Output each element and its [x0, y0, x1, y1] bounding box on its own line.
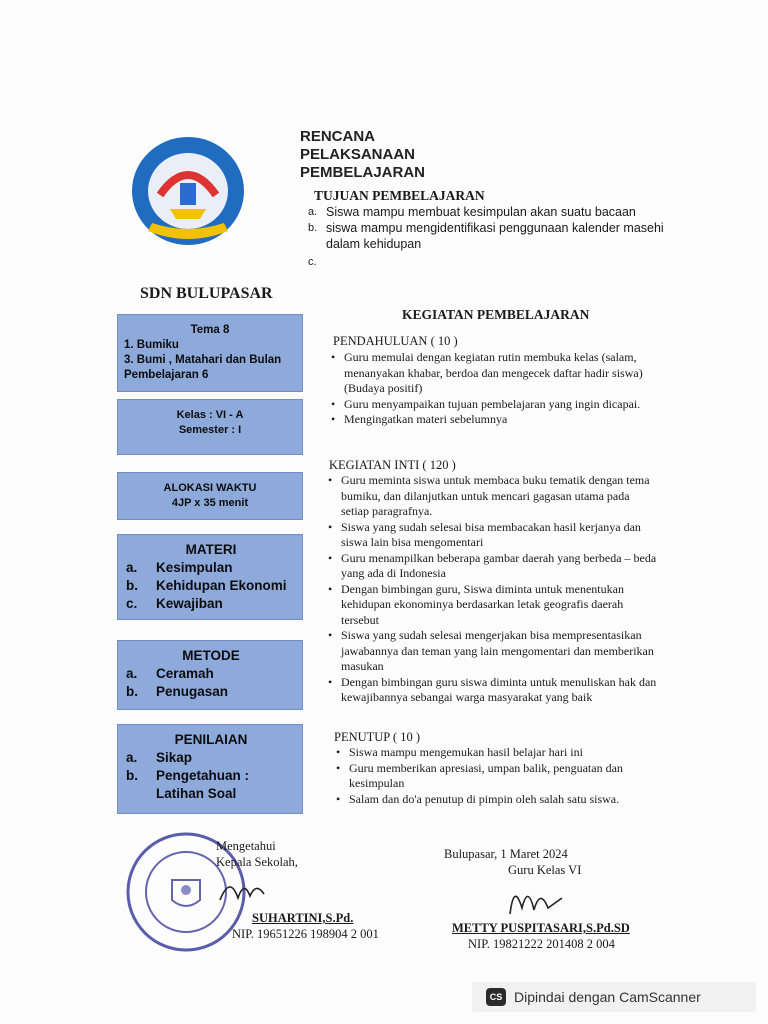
signature-line: Bulupasar, 1 Maret 2024: [444, 847, 568, 861]
inti-item: • Siswa yang sudah selesai bisa membacakan hasil kerjanya dan siswa lain bisa mengomentari: [328, 520, 658, 551]
item-text: Kewajiban: [156, 596, 223, 611]
item-text: Guru meminta siswa untuk membaca buku tematik dengan tema bumiku, dan dilanjutkan untuk mencari gagasan utama pada setiap paragrafnya.: [341, 473, 650, 518]
item-text: Sikap: [156, 750, 193, 765]
item-text: Guru memberikan apresiasi, umpan balik, penguatan dan kesimpulan: [349, 760, 623, 790]
penilaian-item: [126, 749, 296, 767]
item-letter: b.: [126, 578, 138, 593]
tujuan-text: siswa mampu mengidentifikasi penggunaan kalender masehi dalam kehidupan: [326, 221, 664, 251]
penutup-list: [336, 745, 656, 807]
tema-line: Pembelajaran 6: [124, 369, 209, 381]
inti-item: • Guru menampilkan beberapa gambar daerah yang berbeda – beda yang ada di Indonesia: [328, 550, 657, 580]
item-text: Siswa mampu mengemukan hasil belajar hari ini: [349, 745, 583, 759]
item-letter: a.: [126, 560, 138, 575]
signature-mark: [444, 878, 630, 920]
item-letter: a.: [126, 750, 138, 765]
tujuan-letter: c.: [308, 256, 317, 268]
item-text: Pengetahuan :: [156, 768, 250, 783]
item-letter: [126, 785, 156, 803]
penilaian-box: [117, 724, 303, 814]
title-line: RENCANA: [300, 128, 375, 145]
penutup-heading: PENUTUP ( 10 ): [334, 730, 420, 744]
tujuan-text: Siswa mampu membuat kesimpulan akan suatu bacaan: [326, 205, 636, 219]
camscanner-icon: CS: [486, 988, 506, 1006]
penutup-item: • Salam dan do'a penutup di pimpin oleh salah satu siswa.: [336, 791, 620, 806]
metode-item: [126, 683, 296, 701]
signature-nip: NIP. 19651226 198904 2 001: [232, 927, 379, 941]
item-text: Latihan Soal: [156, 786, 237, 801]
kegiatan-heading: KEGIATAN PEMBELAJARAN: [402, 307, 590, 322]
tujuan-list: [308, 204, 688, 270]
tujuan-item: [308, 254, 688, 270]
materi-item: [126, 595, 296, 613]
metode-box: [117, 640, 303, 710]
signature-mark: [150, 870, 379, 910]
alokasi-box: [117, 472, 303, 520]
tema-line: 1. Bumiku: [124, 339, 179, 351]
tujuan-heading: TUJUAN PEMBELAJARAN: [314, 188, 485, 203]
materi-box: [117, 534, 303, 620]
inti-item: • Guru meminta siswa untuk membaca buku tematik dengan tema bumiku, dan dilanjutkan untuk mencari gagasan utama pada setiap paragrafnya.: [328, 473, 658, 520]
materi-item: [126, 577, 296, 595]
title-line: PELAKSANAAN: [300, 146, 416, 163]
title-line: PEMBELAJARAN: [300, 164, 426, 181]
signature-teacher: [444, 846, 630, 952]
tema-box: [117, 314, 303, 392]
item-text: Guru menampilkan beberapa gambar daerah yang berbeda – beda yang ada di Indonesia: [341, 550, 657, 580]
tujuan-letter: a.: [308, 206, 318, 218]
tema-title: Tema 8: [190, 324, 230, 336]
signature-line: Kepala Sekolah,: [216, 855, 298, 869]
penutup-item: • Siswa mampu mengemukan hasil belajar hari ini: [336, 745, 583, 759]
item-text: Guru menyampaikan tujuan pembelajaran yang ingin dicapai.: [344, 396, 641, 411]
item-letter: b.: [126, 768, 138, 783]
signature-name: SUHARTINI,S.Pd.: [252, 911, 354, 925]
school-logo: [130, 135, 246, 247]
tujuan-letter: b.: [308, 222, 318, 234]
item-letter: b.: [126, 684, 138, 699]
pendahuluan-item: • Guru memulai dengan kegiatan rutin membuka kelas (salam, menanyakan khabar, berdoa dan mengecek daftar hadir siswa) (Budaya positif): [331, 350, 657, 397]
signature-name: METTY PUSPITASARI,S.Pd.SD: [452, 921, 630, 935]
tema-line: 3. Bumi , Matahari dan Bulan: [124, 354, 282, 366]
item-text: Ceramah: [156, 666, 214, 681]
item-text: Mengingatkan materi sebelumnya: [344, 412, 508, 426]
metode-title: METODE: [182, 648, 240, 663]
signature-line: Guru Kelas VI: [508, 863, 582, 877]
kelas-line: Kelas : VI - A: [176, 409, 244, 421]
item-text: Kesimpulan: [156, 560, 233, 575]
alokasi-title: ALOKASI WAKTU: [163, 482, 257, 494]
pendahuluan-heading: PENDAHULUAN ( 10 ): [333, 334, 458, 348]
watermark-text: Dipindai dengan CamScanner: [514, 989, 701, 1005]
inti-item: • Siswa yang sudah selesai mengerjakan bisa mempresentasikan jawabannya dan teman yang lain mengomentari dan memberikan masukan: [328, 628, 658, 675]
penutup-item: • Guru memberikan apresiasi, umpan balik, penguatan dan kesimpulan: [336, 761, 656, 792]
semester-line: Semester : I: [178, 424, 242, 436]
penilaian-item: [126, 767, 296, 785]
inti-item: • Dengan bimbingan guru siswa diminta untuk menuliskan hak dan kewajibannya sebangai warga masyarakat yang baik: [328, 674, 657, 704]
item-text: Penugasan: [156, 684, 229, 699]
item-text: Guru memulai dengan kegiatan rutin membuka kelas (salam, menanyakan khabar, berdoa dan mengecek daftar hadir siswa) (Budaya positif): [344, 350, 643, 395]
penilaian-title: PENILAIAN: [174, 732, 248, 747]
inti-heading: KEGIATAN INTI ( 120 ): [329, 458, 456, 472]
alokasi-value: 4JP x 35 menit: [171, 497, 249, 509]
item-text: Kehidupan Ekonomi: [156, 578, 287, 593]
signature-line: Mengetahui: [216, 839, 276, 853]
item-text: Salam dan do'a penutup di pimpin oleh salah satu siswa.: [349, 791, 620, 806]
kelas-box: [117, 399, 303, 455]
inti-list: [328, 473, 658, 706]
document-title: [300, 128, 425, 182]
school-name: SDN BULUPASAR: [140, 285, 273, 302]
tujuan-item: [308, 204, 688, 220]
camscanner-watermark: [472, 982, 756, 1012]
penilaian-item: [126, 785, 296, 803]
item-text: Dengan bimbingan guru siswa diminta untuk menuliskan hak dan kewajibannya sebangai warga masyarakat yang baik: [341, 674, 657, 704]
pendahuluan-item: • Guru menyampaikan tujuan pembelajaran yang ingin dicapai.: [331, 396, 641, 411]
item-text: Siswa yang sudah selesai bisa membacakan hasil kerjanya dan siswa lain bisa mengomentari: [341, 519, 641, 549]
tujuan-item: [308, 220, 688, 252]
materi-item: [126, 559, 296, 577]
materi-title: MATERI: [185, 542, 237, 557]
signature-headmaster: [150, 838, 379, 942]
item-letter: c.: [126, 596, 138, 611]
item-text: Siswa yang sudah selesai mengerjakan bisa mempresentasikan jawabannya dan teman yang lain mengomentari dan memberikan masukan: [341, 628, 654, 673]
item-text: Dengan bimbingan guru, Siswa diminta untuk menentukan kehidupan ekonominya berdasarkan letak geografis daerah tersebut: [341, 581, 624, 627]
pendahuluan-list: [331, 350, 657, 428]
metode-item: [126, 665, 296, 683]
signature-nip: NIP. 19821222 201408 2 004: [468, 937, 615, 951]
inti-item: • Dengan bimbingan guru, Siswa diminta untuk menentukan kehidupan ekonominya berdasarkan letak geografis daerah tersebut: [328, 582, 658, 629]
item-letter: a.: [126, 666, 138, 681]
pendahuluan-item: • Mengingatkan materi sebelumnya: [331, 412, 508, 426]
